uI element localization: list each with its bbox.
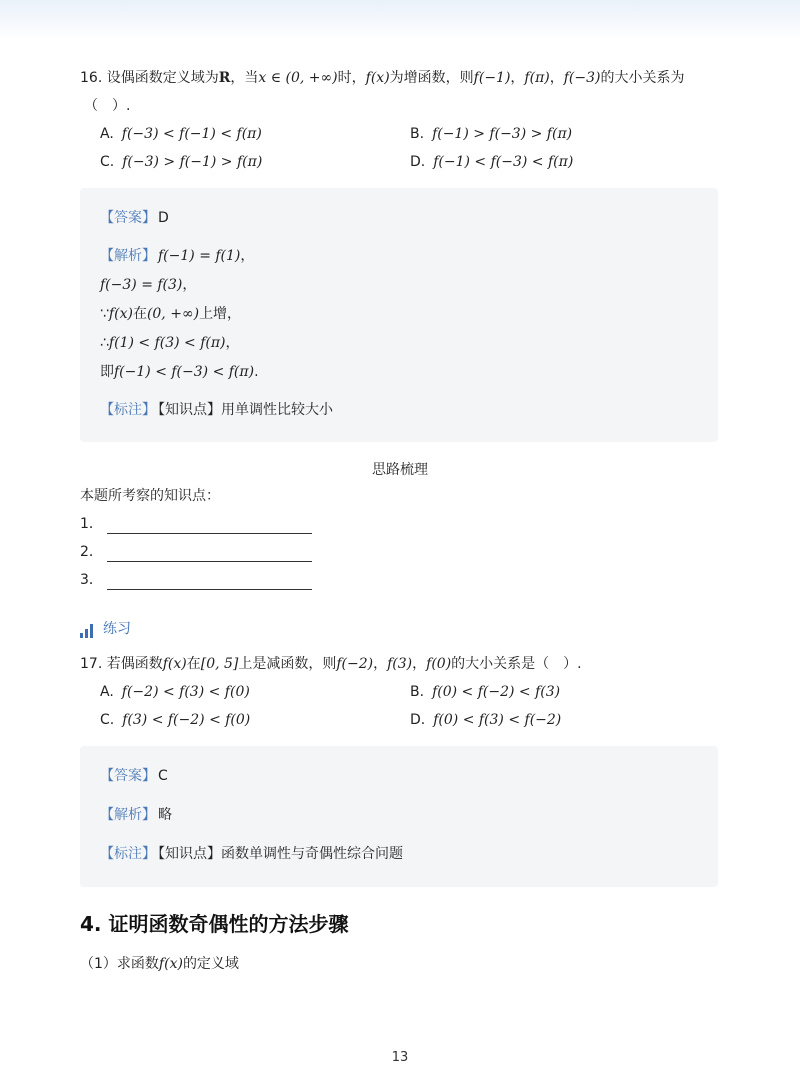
- q16-option-c[interactable]: C. f(−3) > f(−1) > f(π): [100, 154, 263, 170]
- q16-analysis-line-2: f(−3) = f(3)，: [100, 277, 197, 293]
- q17-stem: 17. 若偶函数f(x)在[0, 5]上是减函数，则f(−2)，f(3)，f(0)的大小关系是（ ）.: [80, 656, 582, 672]
- q16-option-a[interactable]: A. f(−3) < f(−1) < f(π): [100, 126, 262, 142]
- q17-note: 【标注】 【知识点】函数单调性与奇偶性综合问题: [100, 846, 403, 862]
- q17-option-b[interactable]: B. f(0) < f(−2) < f(3): [410, 684, 561, 700]
- blank-item-1[interactable]: 1．: [80, 514, 312, 534]
- blank-item-2[interactable]: 2．: [80, 542, 312, 562]
- q17-option-a[interactable]: A. f(−2) < f(3) < f(0): [100, 684, 250, 700]
- q16-analysis-line-4: ∴f(1) < f(3) < f(π)，: [100, 335, 240, 351]
- q17-option-d[interactable]: D. f(0) < f(3) < f(−2): [410, 712, 562, 728]
- q17-analysis: 【解析】 略: [100, 807, 172, 823]
- math-R: R: [218, 70, 231, 86]
- thinking-title: 思路梳理: [372, 462, 428, 478]
- q16-stem: 16. 设偶函数定义域为R，当x ∈ (0, +∞)时，f(x)为增函数，则f(−1)，f(π)，f(−3)的大小关系为: [80, 70, 685, 86]
- q16-stem-line2: （ ）.: [84, 98, 131, 114]
- q16-analysis-line-3: ∵f(x)在(0, +∞)上增，: [100, 306, 242, 322]
- q16-analysis-line-5: 即f(−1) < f(−3) < f(π).: [100, 364, 259, 380]
- page-number: 13: [391, 1050, 409, 1065]
- thinking-intro: 本题所考察的知识点：: [80, 488, 220, 504]
- q16-option-b[interactable]: B. f(−1) > f(−3) > f(π): [410, 126, 573, 142]
- practice-heading: 练习: [80, 618, 131, 638]
- q16-answer-box: [80, 188, 718, 442]
- signal-bars-icon: [80, 624, 93, 638]
- q16-analysis-line-1: 【解析】 f(−1) = f(1)，: [100, 248, 255, 264]
- q16-option-d[interactable]: D. f(−1) < f(−3) < f(π): [410, 154, 574, 170]
- blank-line[interactable]: [107, 575, 312, 590]
- blank-item-3[interactable]: 3．: [80, 570, 312, 590]
- q16-answer: 【答案】 D: [100, 210, 169, 226]
- blank-line[interactable]: [107, 547, 312, 562]
- q17-option-c[interactable]: C. f(3) < f(−2) < f(0): [100, 712, 251, 728]
- section-step-1: （1）求函数f(x)的定义域: [80, 956, 239, 972]
- math-cond: x ∈ (0, +∞): [258, 70, 338, 86]
- q16-note: 【标注】 【知识点】用单调性比较大小: [100, 402, 333, 418]
- q17-answer: 【答案】 C: [100, 768, 168, 784]
- section-heading: 4. 证明函数奇偶性的方法步骤: [80, 912, 349, 936]
- blank-line[interactable]: [107, 519, 312, 534]
- header-band: [0, 0, 800, 40]
- q17-answer-box: [80, 746, 718, 887]
